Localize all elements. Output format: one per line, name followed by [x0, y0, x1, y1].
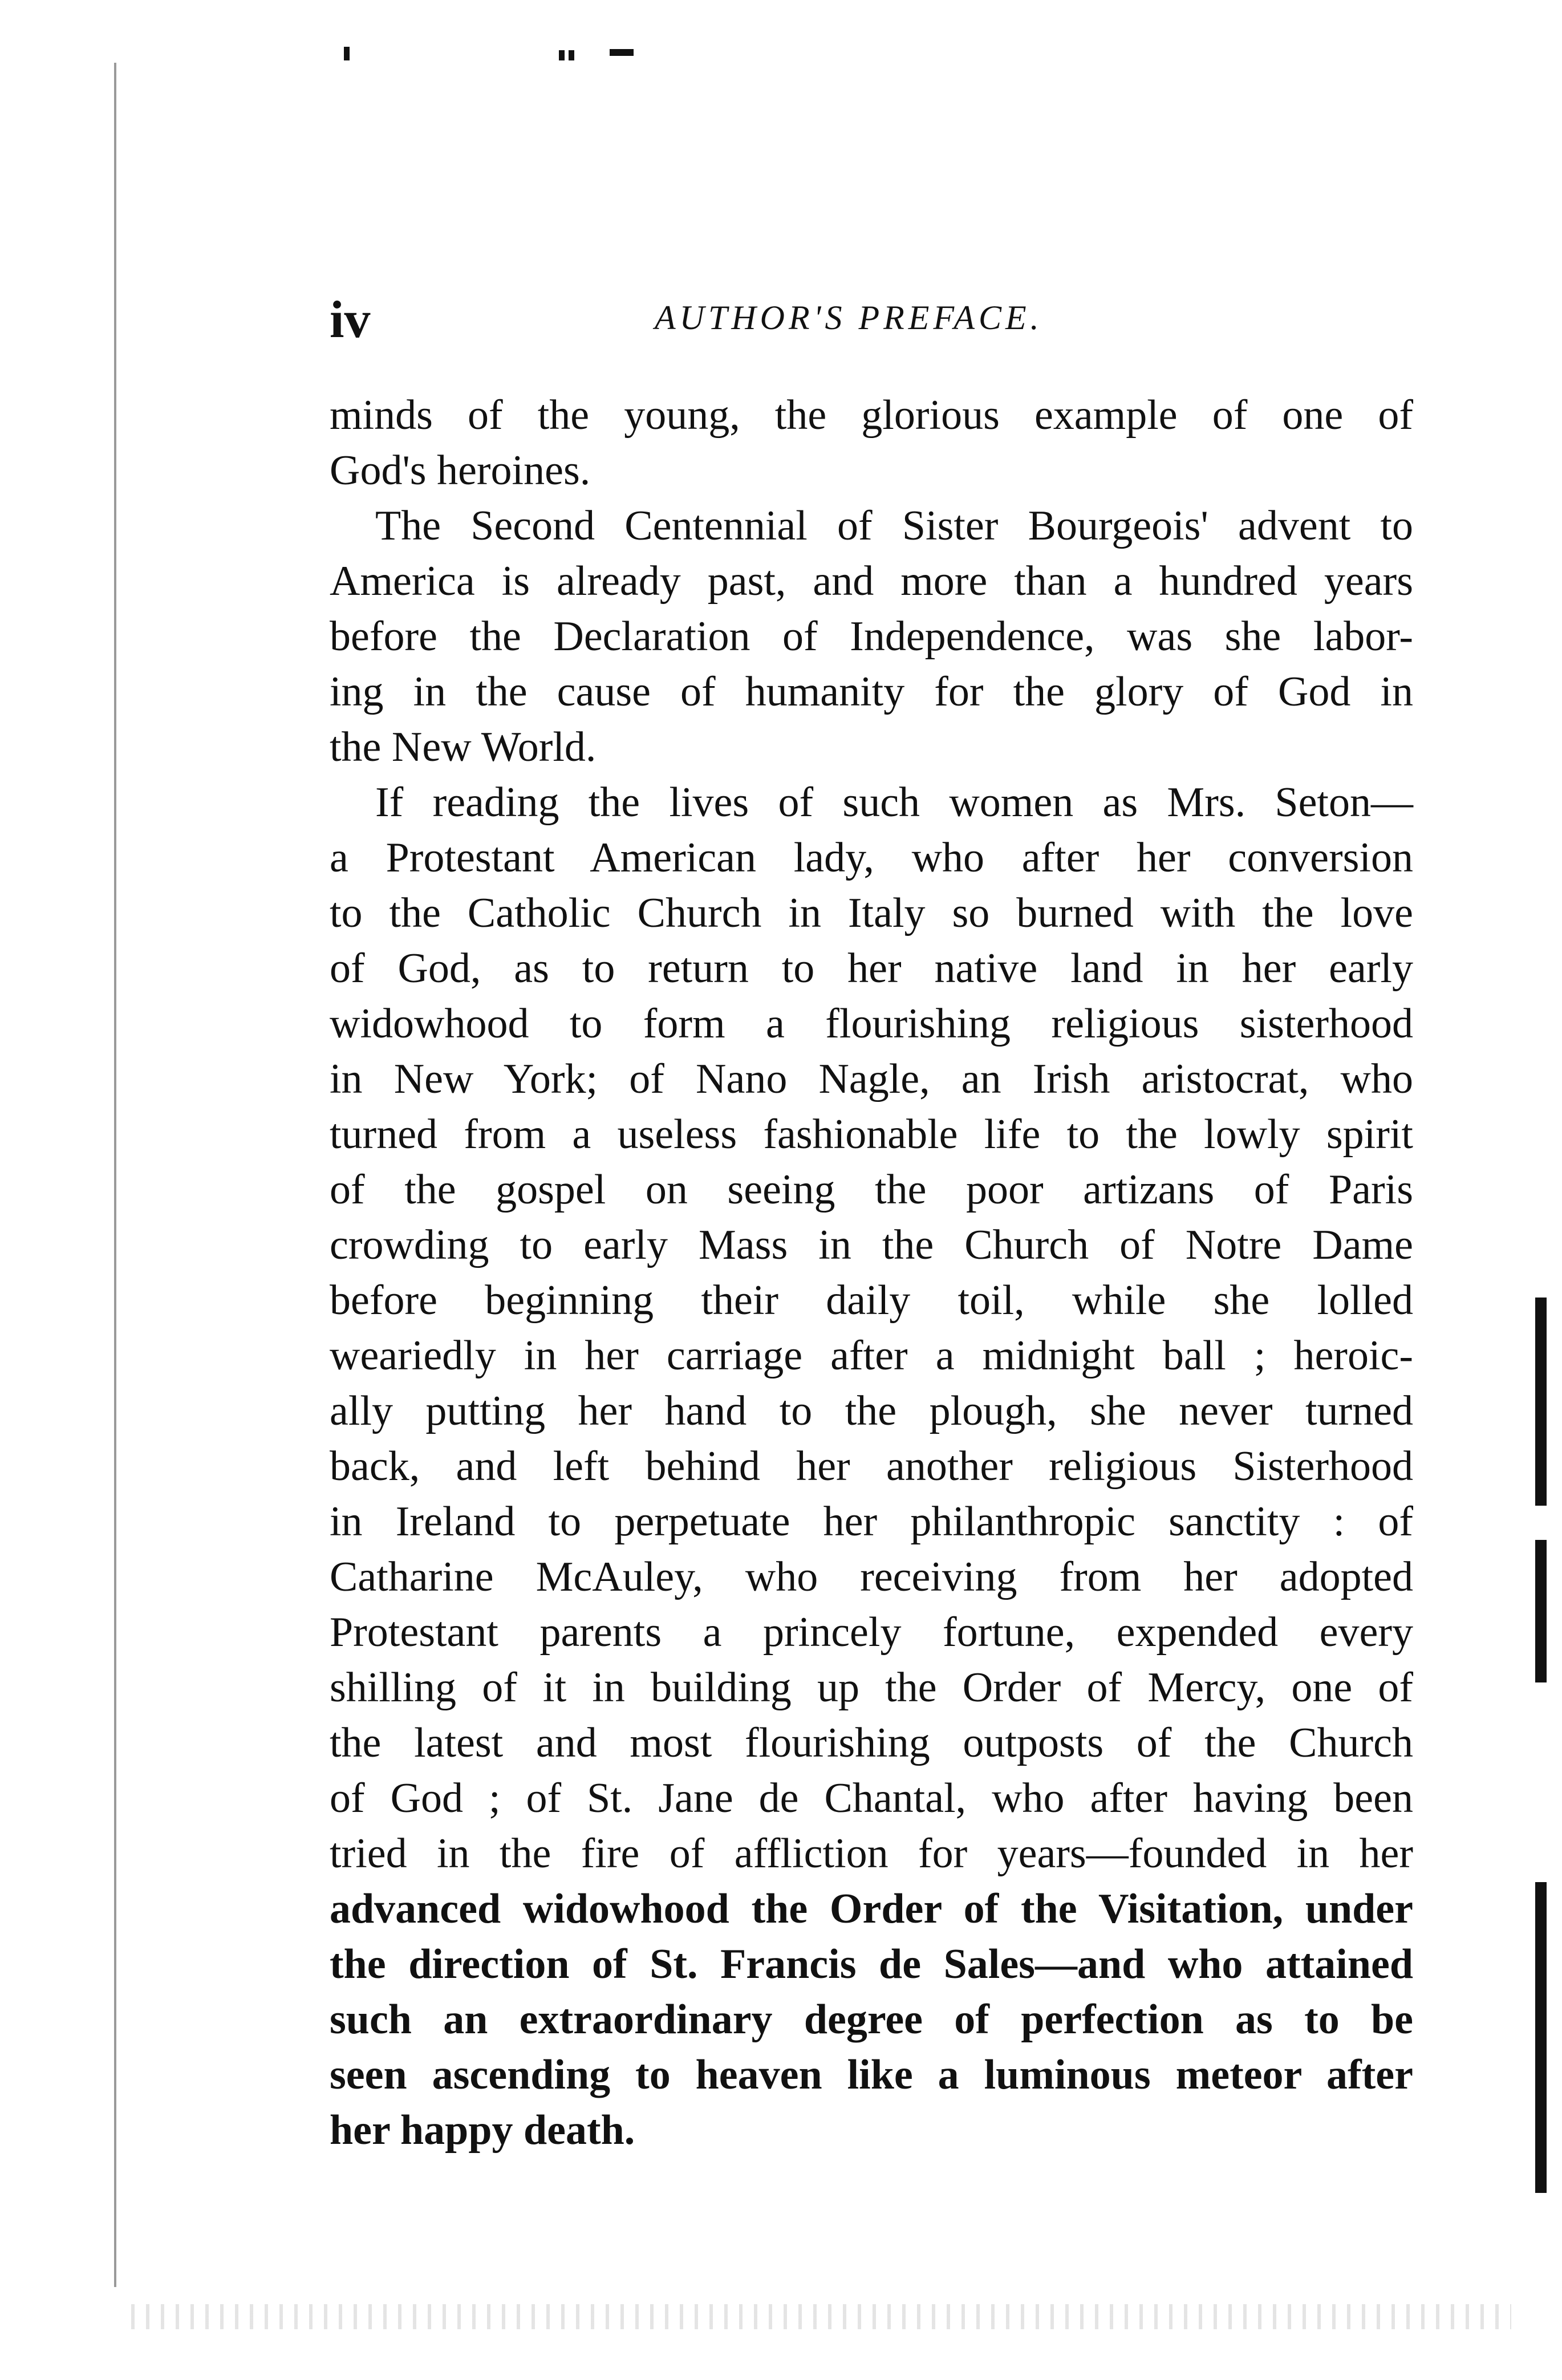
text-line: shilling of it in building up the Order of Mercy, one of	[330, 1664, 1413, 1711]
text-line: of God, as to return to her native land in her early	[330, 945, 1413, 992]
text-line: before the Declaration of Independence, was she labor-	[330, 613, 1413, 660]
top-scan-mark-1	[344, 47, 350, 60]
page-number: iv	[330, 290, 371, 348]
text-line: of God ; of St. Jane de Chantal, who after having been	[330, 1775, 1413, 1822]
text-line: Catharine McAuley, who receiving from her adopted	[330, 1554, 1413, 1600]
text-line: advanced widowhood the Order of the Visitation, under	[330, 1886, 1413, 1932]
text-line: seen ascending to heaven like a luminous meteor after	[330, 2051, 1413, 2098]
page-left-edge	[114, 63, 116, 2287]
text-line: before beginning their daily toil, while she lolled	[330, 1277, 1413, 1324]
text-line: weariedly in her carriage after a midnight ball ; heroic-	[330, 1332, 1413, 1379]
text-line: to the Catholic Church in Italy so burned with the love	[330, 890, 1413, 936]
text-line: the New World.	[330, 724, 597, 771]
text-line: ally putting her hand to the plough, she never turned	[330, 1388, 1413, 1434]
top-scan-mark-4	[610, 49, 634, 56]
running-head: AUTHOR'S PREFACE.	[655, 299, 1043, 336]
text-line: God's heroines.	[330, 447, 591, 494]
text-line: crowding to early Mass in the Church of Notre Dame	[330, 1222, 1413, 1268]
text-line: America is already past, and more than a hundred years	[330, 558, 1413, 605]
preface-text	[330, 388, 1413, 2158]
text-line: tried in the fire of affliction for years—founded in her	[330, 1830, 1413, 1877]
text-line: If reading the lives of such women as Mrs. Seton—	[375, 779, 1413, 826]
text-line: a Protestant American lady, who after her conversion	[330, 834, 1413, 881]
text-line: of the gospel on seeing the poor artizans of Paris	[330, 1166, 1413, 1213]
right-margin-bar-1	[1535, 1298, 1547, 1506]
page-header	[330, 285, 1413, 354]
text-line: minds of the young, the glorious example of one of	[330, 392, 1413, 439]
text-line: The Second Centennial of Sister Bourgeois' advent to	[375, 502, 1413, 549]
right-margin-bar-3	[1535, 1882, 1547, 2193]
text-line: the latest and most flourishing outposts of the Church	[330, 1720, 1413, 1766]
text-line: in Ireland to perpetuate her philanthropic sanctity : of	[330, 1498, 1413, 1545]
text-line: her happy death.	[330, 2107, 635, 2154]
text-line: Protestant parents a princely fortune, expended every	[330, 1609, 1413, 1656]
text-line: such an extraordinary degree of perfection as to be	[330, 1996, 1413, 2043]
bottom-scan-noise	[131, 2304, 1511, 2329]
text-line: ing in the cause of humanity for the glory of God in	[330, 668, 1413, 715]
right-margin-bar-2	[1535, 1540, 1547, 1682]
top-scan-mark-2	[559, 50, 565, 60]
text-line: in New York; of Nano Nagle, an Irish aristocrat, who	[330, 1056, 1413, 1102]
top-scan-mark-3	[569, 50, 574, 60]
text-line: the direction of St. Francis de Sales—and who attained	[330, 1941, 1413, 1988]
text-line: widowhood to form a flourishing religious sisterhood	[330, 1000, 1413, 1047]
text-line: back, and left behind her another religious Sisterhood	[330, 1443, 1413, 1490]
text-line: turned from a useless fashionable life to the lowly spirit	[330, 1111, 1413, 1158]
